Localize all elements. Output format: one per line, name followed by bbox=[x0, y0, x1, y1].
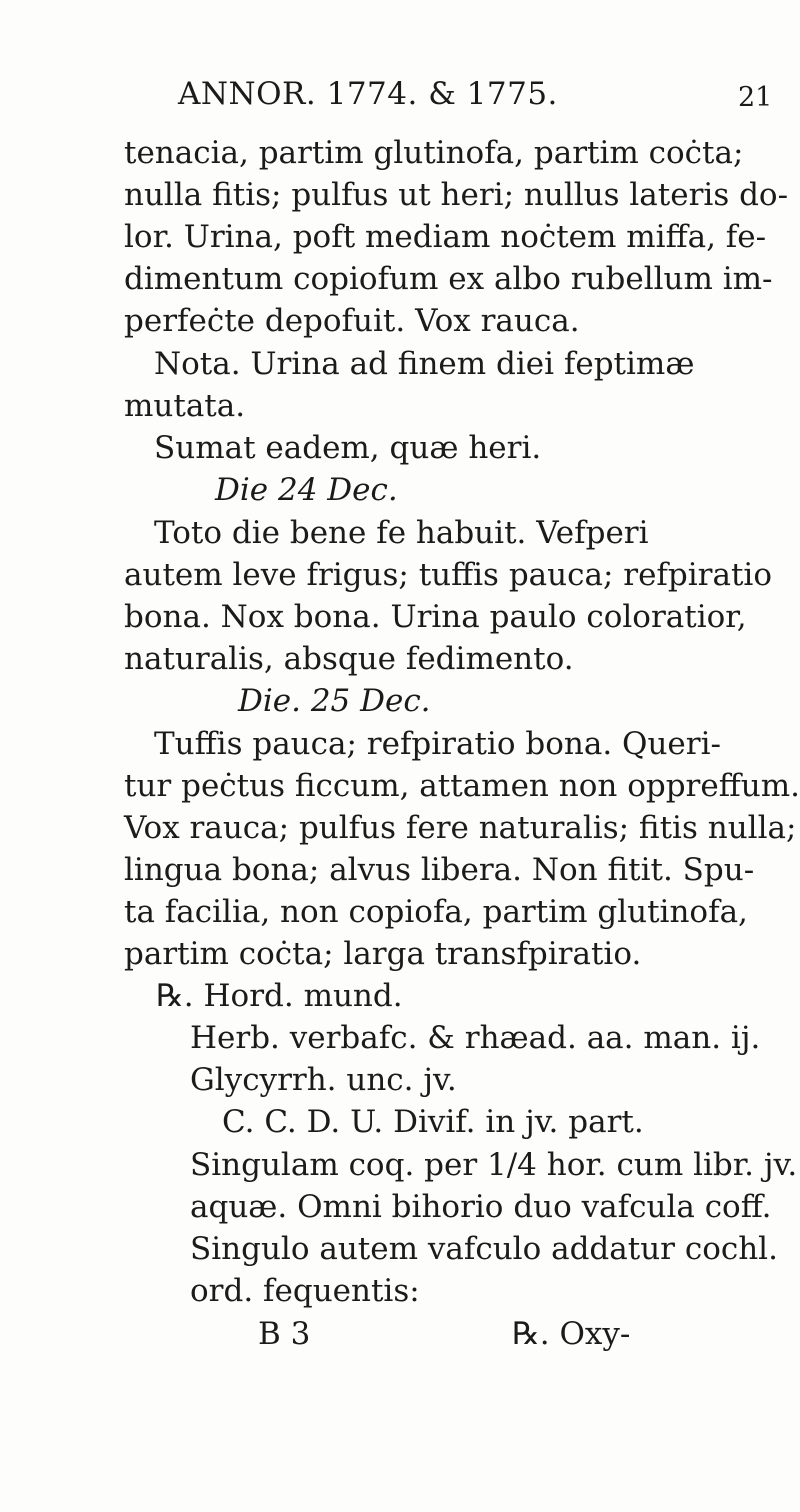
text-line: tur peċtus ficcum, attamen non oppreffum. bbox=[124, 768, 800, 804]
text-line: lor. Urina, poft mediam noċtem miffa, fe- bbox=[124, 219, 767, 255]
prescription-line: Singulam coq. per 1/4 hor. cum libr. jv. bbox=[190, 1147, 798, 1183]
running-head bbox=[0, 72, 800, 116]
prescription-line: Singulo autem vafculo addatur cochl. bbox=[190, 1231, 778, 1267]
text-line: ta facilia, non copiofa, partim glutinofa, bbox=[124, 894, 748, 930]
running-head-title: ANNOR. 1774. & 1775. bbox=[178, 76, 558, 112]
text-line: mutata. bbox=[124, 388, 246, 424]
text-line: bona. Nox bona. Urina paulo coloratior, bbox=[124, 599, 747, 635]
signature-mark: B 3 bbox=[258, 1316, 311, 1352]
text-line: dimentum copiofum ex albo rubellum im- bbox=[124, 261, 773, 297]
note-line: Nota. Urina ad finem diei feptimæ bbox=[154, 346, 695, 382]
prescription-line: ord. fequentis: bbox=[190, 1273, 420, 1309]
prescription-line: ℞. Hord. mund. bbox=[156, 978, 403, 1014]
text-line: Tuffis pauca; refpiratio bona. Queri- bbox=[154, 726, 721, 762]
text-line: autem leve frigus; tuffis pauca; refpiratio bbox=[124, 557, 772, 593]
text-line: Toto die bene fe habuit. Vefperi bbox=[154, 515, 649, 551]
catchword: ℞. Oxy- bbox=[512, 1316, 631, 1352]
text-line: Sumat eadem, quæ heri. bbox=[154, 430, 542, 466]
text-line: tenacia, partim glutinofa, partim coċta; bbox=[124, 135, 744, 171]
prescription-line: Herb. verbafc. & rhæad. aa. man. ij. bbox=[190, 1020, 761, 1056]
page-number: 21 bbox=[738, 82, 773, 113]
text-line: Vox rauca; pulfus fere naturalis; fitis nulla; bbox=[124, 810, 797, 846]
date-heading: Die. 25 Dec. bbox=[238, 683, 431, 719]
prescription-line: Glycyrrh. unc. jv. bbox=[190, 1062, 457, 1098]
text-line: naturalis, absque fedimento. bbox=[124, 641, 574, 677]
prescription-line: aquæ. Omni bihorio duo vafcula coff. bbox=[190, 1189, 772, 1225]
text-line: nulla fitis; pulfus ut heri; nullus lateris do- bbox=[124, 177, 789, 213]
text-line: partim coċta; larga transfpiratio. bbox=[124, 936, 642, 972]
text-line: perfeċte depofuit. Vox rauca. bbox=[124, 303, 580, 339]
date-heading: Die 24 Dec. bbox=[215, 472, 398, 508]
text-line: lingua bona; alvus libera. Non fitit. Spu- bbox=[124, 852, 755, 888]
prescription-line: C. C. D. U. Divif. in jv. part. bbox=[222, 1104, 644, 1140]
